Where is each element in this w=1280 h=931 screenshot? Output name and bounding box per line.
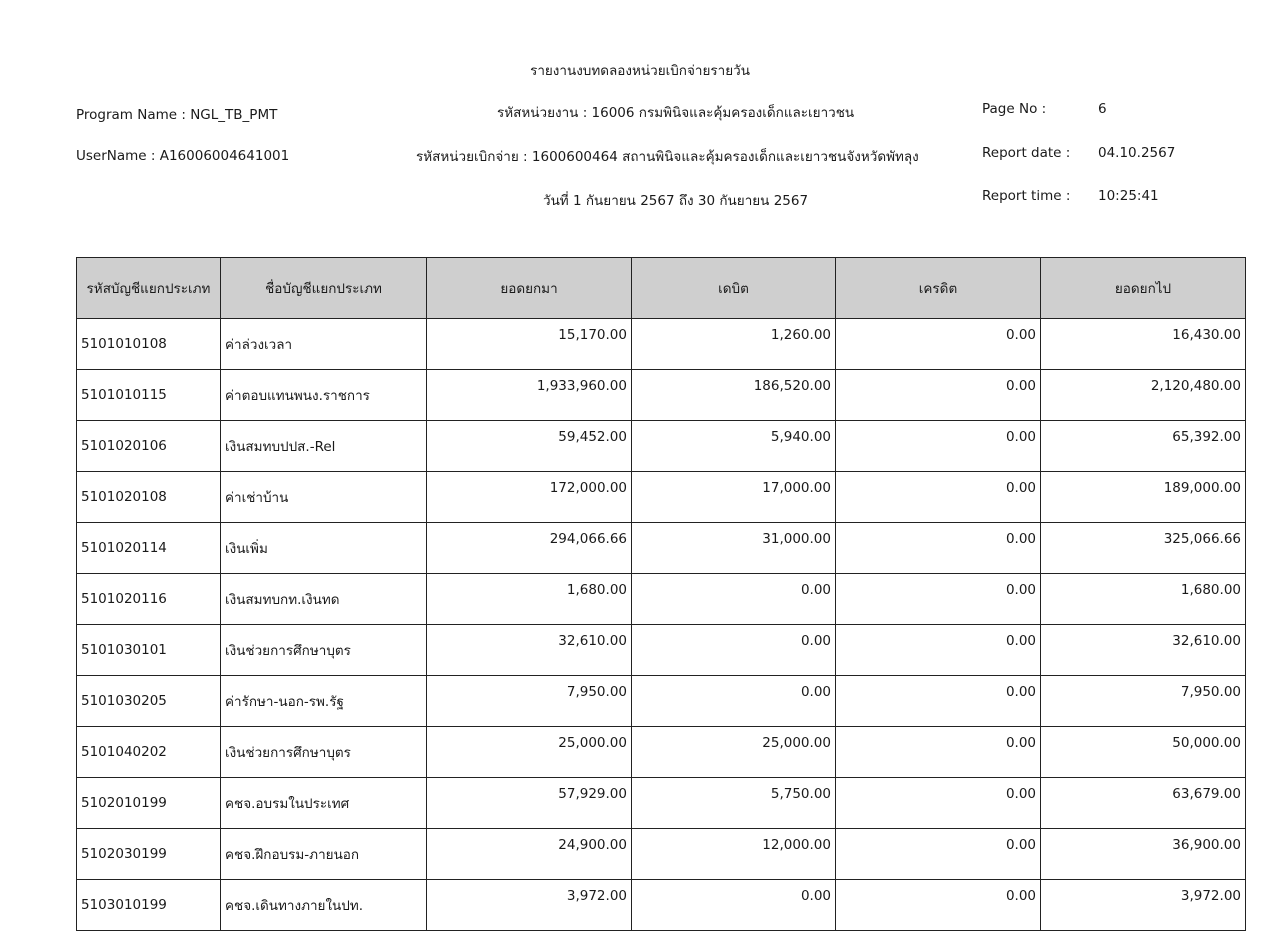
page-no-label: Page No : xyxy=(982,101,1047,117)
cell-carried-forward: 16,430.00 xyxy=(1041,319,1246,370)
cell-account-name: เงินช่วยการศึกษาบุตร xyxy=(221,727,427,778)
cell-credit: 0.00 xyxy=(836,319,1041,370)
cell-account-name: เงินเพิ่ม xyxy=(221,523,427,574)
cell-account-code: 5101020114 xyxy=(77,523,221,574)
table-row xyxy=(77,472,1246,523)
cell-brought-forward: 7,950.00 xyxy=(427,676,632,727)
cell-account-name: เงินสมทบปปส.-Rel xyxy=(221,421,427,472)
report-time-value: 10:25:41 xyxy=(1098,188,1159,204)
table-row xyxy=(77,523,1246,574)
table-row xyxy=(77,319,1246,370)
cell-credit: 0.00 xyxy=(836,370,1041,421)
table-row xyxy=(77,676,1246,727)
cell-carried-forward: 3,972.00 xyxy=(1041,880,1246,931)
cell-brought-forward: 1,933,960.00 xyxy=(427,370,632,421)
cell-carried-forward: 36,900.00 xyxy=(1041,829,1246,880)
table-header xyxy=(77,258,1246,319)
cell-account-name: คชจ.ฝึกอบรม-ภายนอก xyxy=(221,829,427,880)
col-header-account-name: ชื่อบัญชีแยกประเภท xyxy=(221,258,427,319)
cell-account-code: 5101030205 xyxy=(77,676,221,727)
col-header-account-code: รหัสบัญชีแยกประเภท xyxy=(77,258,221,319)
cell-account-name: คชจ.เดินทางภายในปท. xyxy=(221,880,427,931)
cell-debit: 1,260.00 xyxy=(632,319,836,370)
cell-account-code: 5103010199 xyxy=(77,880,221,931)
col-header-credit: เครดิต xyxy=(836,258,1041,319)
cell-credit: 0.00 xyxy=(836,676,1041,727)
cell-debit: 5,940.00 xyxy=(632,421,836,472)
cell-account-code: 5102030199 xyxy=(77,829,221,880)
cell-account-code: 5101020108 xyxy=(77,472,221,523)
disbursing-unit-line: รหัสหน่วยเบิกจ่าย : 1600600464 สถานพินิจและคุ้มครองเด็กและเยาวชนจังหวัดพัทลุง xyxy=(416,149,919,165)
table-row xyxy=(77,370,1246,421)
table-row xyxy=(77,421,1246,472)
cell-credit: 0.00 xyxy=(836,727,1041,778)
agency-line: รหัสหน่วยงาน : 16006 กรมพินิจและคุ้มครองเด็กและเยาวชน xyxy=(497,105,855,121)
cell-credit: 0.00 xyxy=(836,472,1041,523)
cell-account-name: ค่าล่วงเวลา xyxy=(221,319,427,370)
cell-carried-forward: 1,680.00 xyxy=(1041,574,1246,625)
col-header-debit: เดบิต xyxy=(632,258,836,319)
cell-brought-forward: 172,000.00 xyxy=(427,472,632,523)
cell-brought-forward: 3,972.00 xyxy=(427,880,632,931)
cell-credit: 0.00 xyxy=(836,829,1041,880)
report-period: วันที่ 1 กันยายน 2567 ถึง 30 กันยายน 2567 xyxy=(543,193,809,209)
cell-debit: 0.00 xyxy=(632,625,836,676)
table-row xyxy=(77,880,1246,931)
cell-brought-forward: 32,610.00 xyxy=(427,625,632,676)
table-row xyxy=(77,574,1246,625)
cell-debit: 5,750.00 xyxy=(632,778,836,829)
cell-credit: 0.00 xyxy=(836,421,1041,472)
cell-account-code: 5101020116 xyxy=(77,574,221,625)
cell-debit: 0.00 xyxy=(632,880,836,931)
cell-account-name: คชจ.อบรมในประเทศ xyxy=(221,778,427,829)
table-row xyxy=(77,829,1246,880)
user-name: UserName : A16006004641001 xyxy=(76,148,290,164)
page-no-value: 6 xyxy=(1098,101,1107,117)
cell-account-code: 5101020106 xyxy=(77,421,221,472)
cell-brought-forward: 294,066.66 xyxy=(427,523,632,574)
cell-debit: 12,000.00 xyxy=(632,829,836,880)
cell-debit: 25,000.00 xyxy=(632,727,836,778)
cell-brought-forward: 59,452.00 xyxy=(427,421,632,472)
cell-debit: 0.00 xyxy=(632,574,836,625)
table-row xyxy=(77,778,1246,829)
cell-debit: 31,000.00 xyxy=(632,523,836,574)
cell-debit: 186,520.00 xyxy=(632,370,836,421)
table-row xyxy=(77,727,1246,778)
cell-brought-forward: 57,929.00 xyxy=(427,778,632,829)
trial-balance-table xyxy=(76,257,1246,931)
cell-carried-forward: 32,610.00 xyxy=(1041,625,1246,676)
cell-account-name: ค่าตอบแทนพนง.ราชการ xyxy=(221,370,427,421)
report-title: รายงานงบทดลองหน่วยเบิกจ่ายรายวัน xyxy=(530,63,750,79)
report-time-label: Report time : xyxy=(982,188,1071,204)
cell-carried-forward: 2,120,480.00 xyxy=(1041,370,1246,421)
cell-account-code: 5101040202 xyxy=(77,727,221,778)
cell-carried-forward: 325,066.66 xyxy=(1041,523,1246,574)
cell-brought-forward: 1,680.00 xyxy=(427,574,632,625)
cell-account-code: 5101030101 xyxy=(77,625,221,676)
report-date-value: 04.10.2567 xyxy=(1098,145,1176,161)
cell-carried-forward: 65,392.00 xyxy=(1041,421,1246,472)
cell-credit: 0.00 xyxy=(836,778,1041,829)
program-name: Program Name : NGL_TB_PMT xyxy=(76,107,278,123)
cell-carried-forward: 63,679.00 xyxy=(1041,778,1246,829)
cell-account-name: เงินสมทบกท.เงินทด xyxy=(221,574,427,625)
cell-carried-forward: 189,000.00 xyxy=(1041,472,1246,523)
cell-credit: 0.00 xyxy=(836,625,1041,676)
cell-account-code: 5101010115 xyxy=(77,370,221,421)
cell-debit: 17,000.00 xyxy=(632,472,836,523)
table-row xyxy=(77,625,1246,676)
cell-account-name: ค่ารักษา-นอก-รพ.รัฐ xyxy=(221,676,427,727)
cell-credit: 0.00 xyxy=(836,880,1041,931)
header-row xyxy=(77,258,1246,319)
cell-carried-forward: 7,950.00 xyxy=(1041,676,1246,727)
cell-credit: 0.00 xyxy=(836,523,1041,574)
col-header-carried-forward: ยอดยกไป xyxy=(1041,258,1246,319)
cell-account-code: 5101010108 xyxy=(77,319,221,370)
report-date-label: Report date : xyxy=(982,145,1071,161)
table-body xyxy=(77,319,1246,931)
cell-debit: 0.00 xyxy=(632,676,836,727)
cell-credit: 0.00 xyxy=(836,574,1041,625)
cell-carried-forward: 50,000.00 xyxy=(1041,727,1246,778)
cell-account-name: เงินช่วยการศึกษาบุตร xyxy=(221,625,427,676)
cell-brought-forward: 25,000.00 xyxy=(427,727,632,778)
cell-account-code: 5102010199 xyxy=(77,778,221,829)
cell-brought-forward: 24,900.00 xyxy=(427,829,632,880)
cell-account-name: ค่าเช่าบ้าน xyxy=(221,472,427,523)
cell-brought-forward: 15,170.00 xyxy=(427,319,632,370)
col-header-brought-forward: ยอดยกมา xyxy=(427,258,632,319)
